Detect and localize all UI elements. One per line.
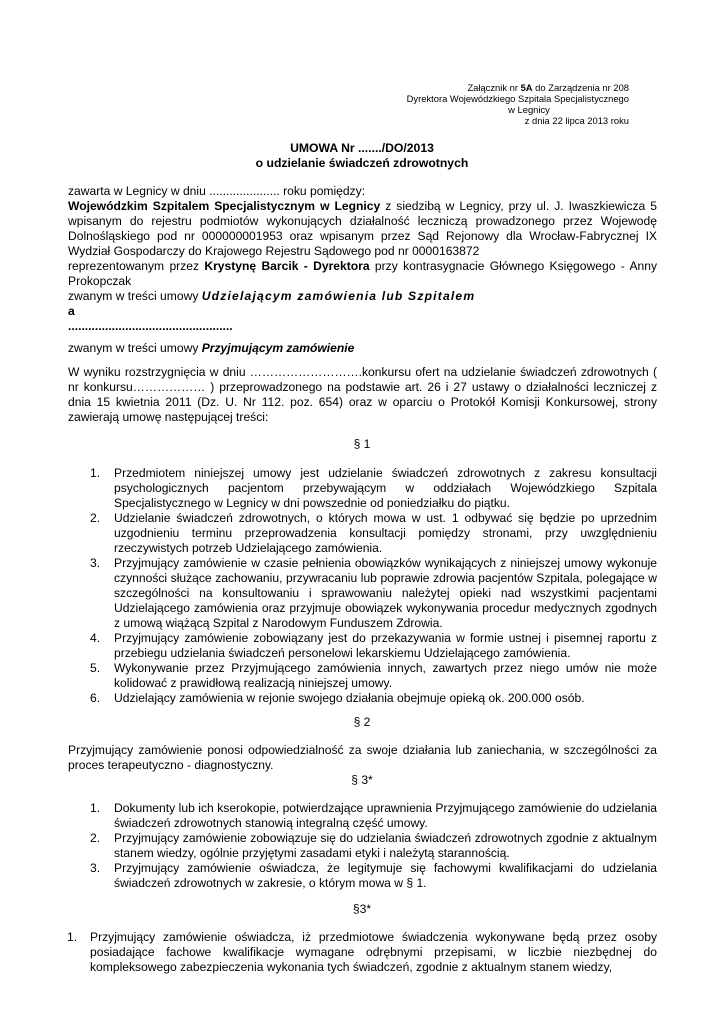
intro-block bbox=[68, 184, 657, 334]
annex-line4: z dnia 22 lipca 2013 roku bbox=[524, 115, 629, 126]
list-item bbox=[68, 661, 657, 691]
list-item-number: 1. bbox=[90, 466, 101, 480]
intro-contractor bbox=[68, 341, 657, 356]
list-item-text: Przyjmujący zamówienie zobowiązuje się do udzielania świadczeń zdrowotnych zgodnie z aktualnym stanem wiedzy, ogólnie przyjętymi zasadami etyki i należytą starannością. bbox=[114, 831, 657, 860]
section2-heading: § 2 bbox=[353, 715, 371, 729]
hospital-details: z siedzibą w Legnicy, przy ul. J. Iwaszkiewicza 5 wpisanym do rejestru podmiotów wykonujących działalność leczniczą prowadzonego przez Wojewodę Dolnośląskiego pod nr 000000001953 oraz wpisanym przez Sąd Rejonowy dla Wrocław-Fabrycznej IX Wydział Gospodarczy do Krajowego Rejestru Sądowego pod nr 0000163872 bbox=[68, 199, 658, 258]
list-item-text: Udzielanie świadczeń zdrowotnych, o których mowa w ust. 1 odbywać się będzie po uprzednim uzgodnieniu terminu przeprowadzenia konsultacji pomiędzy stronami, przy uwzględnieniu rzeczywistych potrzeb Udzielającego zamówienia. bbox=[114, 511, 657, 555]
list-item-text: Przyjmujący zamówienie oświadcza, że legitymuje się fachowymi kwalifikacjami do udzielania świadczeń zdrowotnych w zakresie, o którym mowa w § 1. bbox=[114, 861, 657, 890]
list-item bbox=[45, 930, 657, 975]
list-item bbox=[68, 556, 657, 631]
list-item-text: Przyjmujący zamówienie w czasie pełnienia obowiązków wynikających z niniejszej umowy wykonuje czynności służące zachowaniu, przywracaniu lub poprawie zdrowia pacjentów Szpitala, polegające w szczególności na konsultowaniu i sprawowaniu należytej opieki nad wszystkimi pacjentami Udzielającego zamówienia oraz przyjmuje obowiązek wykonywania procedur medycznych zgodnych z umową wiążącą Szpital z Narodowym Funduszem Zdrowia. bbox=[114, 556, 657, 630]
intro-ordering-party bbox=[68, 289, 657, 304]
section3-heading: § 3* bbox=[351, 773, 373, 787]
section3b-list bbox=[45, 930, 657, 975]
list-item bbox=[68, 831, 657, 861]
contract-title: UMOWA Nr ......./DO/2013 bbox=[290, 141, 434, 155]
list-item-text: Dokumenty lub ich kserokopie, potwierdzające uprawnienia Przyjmującego zamówienie do udzielania świadczeń zdrowotnych stanowią integralną część umowy. bbox=[114, 801, 657, 830]
list-item bbox=[68, 691, 657, 706]
annex-number: 5A bbox=[520, 82, 533, 93]
annex-line2: Dyrektora Wojewódzkiego Szpitala Specjalistycznego bbox=[406, 93, 629, 104]
countersign-text: przy kontrasygnacie Głównego Księgowego - Anny Prokopczak bbox=[68, 259, 658, 288]
list-item bbox=[68, 511, 657, 556]
intro-hospital bbox=[68, 199, 657, 259]
section3b-heading: §3* bbox=[352, 902, 372, 916]
ordering-party-term: Udzielającym zamówienia lub Szpitalem bbox=[201, 289, 476, 303]
list-item-text: Przyjmujący zamówienie zobowiązany jest do przekazywania w formie ustnej i pisemnej raportu z przebiegu udzielania świadczeń personelowi lekarskiemu Udzielającego zamówienia. bbox=[114, 631, 657, 660]
list-item-text: Przedmiotem niniejszej umowy jest udzielanie świadczeń zdrowotnych z zakresu konsultacji psychologicznych pacjentom przebywającym w oddziałach Wojewódzkiego Szpitala Specjalistycznego w Legnicy w dni powszednie od poniedziałku do piątku. bbox=[114, 466, 657, 510]
annex-line1-prefix: Załącznik nr bbox=[467, 82, 521, 93]
list-item-number: 1. bbox=[90, 801, 101, 815]
represented-by-label: reprezentowanym przez bbox=[68, 259, 205, 273]
section3-list bbox=[68, 801, 657, 891]
annex-line1-suffix: do Zarządzenia nr 208 bbox=[532, 82, 629, 93]
list-item-number: 6. bbox=[90, 691, 101, 705]
annex-note bbox=[369, 82, 629, 126]
list-item-number: 4. bbox=[90, 631, 101, 645]
contractor-term: Przyjmującym zamówienie bbox=[201, 341, 355, 355]
called-label: zwanym w treści umowy bbox=[68, 289, 202, 303]
contractor-placeholder: ................................................. bbox=[68, 319, 233, 333]
annex-line3: w Legnicy bbox=[508, 104, 550, 115]
intro-competition: W wyniku rozstrzygnięcia w dniu ……………………….konkursu ofert na udzielanie świadczeń zdrowotnych ( nr konkursu……………… ) przeprowadzonego na podstawie art. 26 i 27 ustawy o działalności leczniczej z dnia 15 kwietnia 2011 (Dz. U. Nr 112. poz. 654) oraz w oparciu o Protokół Komisji Konkursowej, strony zawierają umowę następującej treści: bbox=[68, 365, 657, 424]
list-item-text: Przyjmujący zamówienie oświadcza, iż przedmiotowe świadczenia wykonywane będą przez osoby posiadające fachowe kwalifikacje wymagane odrębnymi przepisami, w liczbie niezbędnej do kompleksowego zabezpieczenia wykonania tych świadczeń, zgodnie z aktualnym stanem wiedzy, bbox=[90, 930, 657, 974]
section1-heading: § 1 bbox=[353, 437, 371, 451]
section2-text: Przyjmujący zamówienie ponosi odpowiedzialność za swoje działania lub zaniechania, w szczególności za proces terapeutyczno - diagnostyczny. bbox=[68, 743, 657, 772]
intro-concluded: zawarta w Legnicy w dniu ..................... roku pomiędzy: bbox=[68, 184, 366, 198]
list-item bbox=[68, 631, 657, 661]
called-label-2: zwanym w treści umowy bbox=[68, 341, 202, 355]
list-item-number: 3. bbox=[90, 861, 101, 875]
list-item bbox=[68, 466, 657, 511]
list-item bbox=[68, 861, 657, 891]
contract-subtitle: o udzielanie świadczeń zdrowotnych bbox=[255, 156, 469, 170]
list-item-text: Udzielający zamówienia w rejonie swojego działania obejmuje opieką ok. 200.000 osób. bbox=[114, 691, 585, 705]
section1-list bbox=[68, 466, 657, 706]
list-item-number: 2. bbox=[90, 831, 101, 845]
list-item bbox=[68, 801, 657, 831]
list-item-number: 2. bbox=[90, 511, 101, 525]
conjunction-a: a bbox=[68, 304, 75, 318]
intro-represented bbox=[68, 259, 657, 289]
hospital-name: Wojewódzkim Szpitalem Specjalistycznym w Legnicy bbox=[68, 199, 381, 213]
list-item-number: 1. bbox=[67, 930, 78, 944]
list-item-text: Wykonywanie przez Przyjmującego zamówienia innych, zawartych przez niego umów nie może kolidować z prawidłową realizacją niniejszej umowy. bbox=[114, 661, 657, 690]
director-name: Krystynę Barcik - Dyrektora bbox=[204, 259, 370, 273]
list-item-number: 5. bbox=[90, 661, 101, 675]
list-item-number: 3. bbox=[90, 556, 101, 570]
